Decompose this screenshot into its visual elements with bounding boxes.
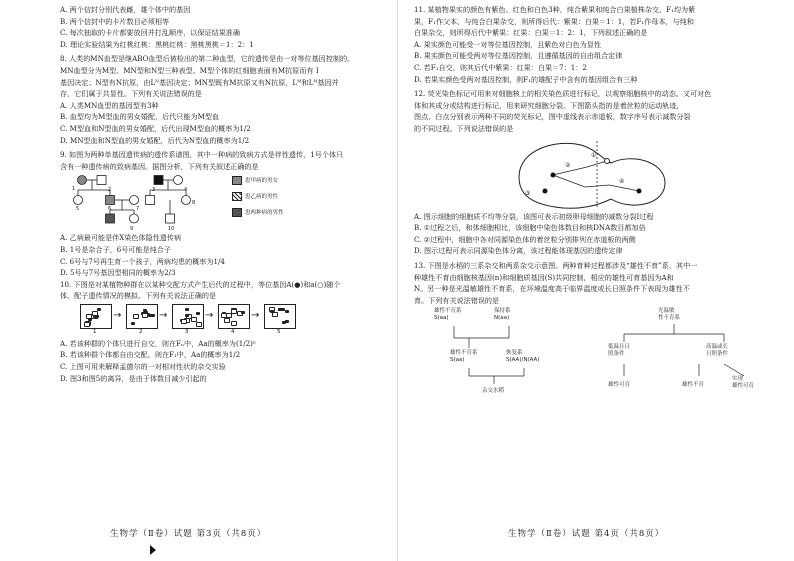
option-line: D. 理论实验结果为红桃红桃：黑桃红桃：黑桃黑桃＝1：2：1	[60, 39, 254, 49]
q8-option-c: C. M型血和N型血的男女婚配，后代出现M型血的概率为1/2	[60, 123, 251, 133]
allele-dot	[142, 313, 148, 318]
q12-stem: 的不同过程。下列说法错误的是	[414, 123, 514, 133]
q8-option-b: B. 血型均为M型血的男女婚配，后代只能为M型血	[60, 112, 220, 122]
allele-dot	[133, 314, 139, 319]
q11-stem: 11. 某植物果实的颜色有紫色、红色和白色3种，纯合紫果和纯合白果植株杂交，F₁均为紫	[414, 5, 696, 14]
question-13	[414, 260, 784, 398]
q11-option-b: B. 果实颜色可能受两对等位基因控制，且遵循基因的自由组合定律	[414, 51, 623, 61]
allele-dot	[84, 322, 90, 327]
arrow-icon: →	[159, 309, 168, 321]
q12-option-a: A. 图示细胞的细胞质不均等分裂，该图可表示初级卵母细胞的减数分裂Ⅰ过程	[414, 211, 654, 221]
pedigree-number: 9	[130, 226, 134, 233]
diagram-node: 雄性不育	[682, 382, 705, 389]
allele-dot	[196, 312, 200, 315]
allele-dot	[185, 308, 189, 311]
question-8	[60, 53, 383, 146]
allele-dot	[231, 309, 237, 314]
q9-option-c: C. 6号与7号再生育一个孩子，两病均患的概率为1/4	[60, 256, 225, 266]
pedigree-number: 5	[76, 206, 80, 213]
box-number: 1	[93, 328, 97, 335]
question-9	[60, 149, 383, 279]
arrow-icon: →	[205, 309, 214, 321]
option-line: B. 两个信封中的卡片数目必须相等	[60, 16, 170, 26]
pedigree-number: 7	[136, 206, 140, 213]
box-number: 5	[277, 328, 281, 335]
allele-dot	[185, 314, 189, 317]
pedigree-number: 2	[108, 187, 112, 194]
q11-option-d: D. 若果实颜色受两对基因控制，则F₁的雄配子中含有的基因组合有三种	[414, 74, 638, 84]
cell-step-label: ③	[525, 189, 531, 197]
pedigree-number: 10	[168, 226, 175, 233]
diagram-node: 恢复系 S(AA)/N(AA)	[506, 350, 540, 364]
allele-dot	[196, 322, 202, 327]
question-12	[414, 88, 784, 257]
diagram-node: 保持系 N(aa)	[494, 308, 511, 322]
box-number: 3	[185, 328, 189, 335]
arrow-icon: →	[113, 309, 122, 321]
allele-dot	[191, 317, 197, 322]
allele-dot	[270, 310, 274, 313]
q9-stem: 含有一种遗传病的致病基因。据图分析，下列有关叙述正确的是	[60, 161, 259, 171]
allele-dot	[281, 308, 285, 311]
scan-mark	[150, 545, 156, 555]
allele-dot	[181, 319, 187, 324]
q13-stem: 13. 下图是水稻的三系杂交和两系杂交示意图。两种育种过程都涉及“雄性不育”系，其中一	[414, 260, 698, 270]
q12-option-d: D. 图示过程可表示同源染色体分离，该过程能体现基因的遗传定律	[414, 246, 623, 256]
option-line: C. 每次抽取的卡片都要放回并打乱顺序，以保证结果准确	[60, 28, 240, 38]
cell-svg	[499, 135, 679, 211]
cell-diagram	[414, 135, 784, 211]
pedigree-number: 3	[152, 187, 156, 194]
cell-step-label: ④	[619, 177, 625, 185]
box-number: 4	[231, 328, 235, 335]
diagram-node: 光温敏 性不育系	[658, 308, 681, 322]
q8-stem: 8. 人类的MN血型是继ABO血型后被检出的第二种血型，它的遗传是由一对等位基因控制的。	[60, 54, 355, 64]
q10-option-c: C. 上图可用来解释孟德尔的一对相对性状的杂交实验	[60, 362, 226, 372]
q12-stem: 图点、白点分别表示两种不同的荧光标记，图中虚线表示赤道板，数字序号表示减数分裂	[414, 112, 691, 122]
allele-dot	[285, 310, 289, 313]
q9-option-a: A. 乙病最可能是伴X染色体隐性遗传病	[60, 233, 182, 243]
q10-stem: 体、配子遗传情况的模拟。下列有关说法正确的是	[60, 291, 217, 301]
pedigree-number: 4	[184, 187, 188, 194]
q12-stem: 体和其成分或结构进行标记，用来研究细胞分裂。下图箭头指的是着丝粒的运动轨迹，	[414, 100, 684, 110]
allele-dot	[221, 313, 227, 318]
allele-dot	[95, 315, 99, 318]
allele-dot	[131, 322, 135, 325]
allele-dot	[241, 311, 245, 314]
legend-item: 患甲病的男女	[232, 176, 278, 185]
pedigree-number: 1	[72, 186, 76, 193]
q8-stem: 基因决定；N型有N抗原，由Lᴺ基因决定；MN型既有M抗原又有N抗原，Lᴹ和Lᴺ基因并	[60, 77, 339, 87]
q11-stem: 白果杂交，则所得后代中紫果：红果：白果＝1：2：1，下列叙述正确的是	[414, 28, 648, 38]
allele-dot	[143, 309, 147, 312]
q9-option-b: B. 1号是杂合子，6号可能是纯合子	[60, 244, 171, 254]
q8-stem: 存，它们属于共显性。下列有关说法错误的是	[60, 89, 202, 99]
q8-stem: MN血型分为M型、MN型和N型三种表型。M型个体的红细胞表面有M抗原而有 I	[60, 65, 319, 75]
option-line: A. 两个信封分别代表雌，雄个体中的基因	[60, 5, 191, 14]
diagram-node: 雄性不育系 S(aa)	[434, 308, 462, 322]
diagram-node: 杂交水稻	[482, 388, 505, 395]
q11-option-a: A. 果实颜色可能受一对等位基因控制，且紫色对白色为显性	[414, 39, 601, 49]
box-number: 2	[139, 328, 143, 335]
q10-stem: 10. 下图是对某植物种群在以某种交配方式产生后代的过程中，等位基因A(●)和a(○)随个	[60, 279, 341, 289]
allele-dot	[224, 318, 230, 323]
q10-option-a: A. 若该种群的个体只进行自交，则在Fₙ中，Aa的概率为(1/2)ⁿ	[60, 338, 256, 348]
arrow-icon: →	[251, 309, 260, 321]
diagram-node: 雄性可育	[608, 382, 631, 389]
question-10	[60, 279, 383, 385]
allele-dot	[86, 314, 92, 319]
pedigree-number: 8	[192, 200, 196, 207]
q12-option-c: C. ②过程中，细胞中各对同源染色体的着丝粒分别排列在赤道板的两侧	[414, 234, 636, 244]
diagram-node: 高温或长 日照条件	[706, 344, 729, 358]
right-page	[397, 0, 794, 561]
cell-step-label: ②	[565, 161, 571, 169]
q13-stem: 育。下列有关说法错误的是	[414, 295, 500, 305]
q9-stem: 9. 如图为两种单基因遗传病的遗传系谱图，其中一种病的致病方式是伴性遗传，1号个体只	[60, 150, 344, 160]
diagram-node: 实现 雄性可育	[732, 376, 755, 390]
q8-option-d: D. MN型血和N型血的男女婚配，后代为N型血的概率为1/2	[60, 135, 250, 145]
q13-stem: N。另一种是光温敏雄性不育系，在环境温度高于临界温度或长日照条件下表现为雄性不	[414, 284, 690, 294]
q12-option-b: B. ①过程之后，和体细胞相比，该细胞中染色体数目和核DNA数目都加倍	[414, 223, 646, 233]
allele-dot	[231, 321, 237, 326]
q11-option-c: C. 若F₁自交，则其后代中紫果：红果：白果＝7：1：2	[414, 62, 587, 72]
q10-option-b: B. 若该种群个体都自由交配，则在F₁中，Aa的概率为1/2	[60, 350, 241, 360]
legend-item: 患两种病的男性	[232, 208, 284, 217]
page-footer: 生物学（Ⅱ卷）试题 第3页（共8页）	[110, 529, 267, 539]
simulation-figure	[60, 302, 383, 338]
q10-option-d: D. 图3和图5的离异，是由于体数目减少引起的	[60, 373, 207, 383]
pedigree-number: 6	[108, 206, 112, 213]
pedigree-chart	[60, 172, 383, 232]
q9-option-d: D. 5号与7号基因型相同的概率为2/3	[60, 268, 176, 278]
question-11	[414, 4, 784, 85]
q11-stem: 果，F₁作父本，与纯合白果杂交，则所得后代：紫果：白果＝1：1，若F₁作母本，与纯和	[414, 16, 694, 26]
legend-item: 患乙病的男性	[232, 192, 278, 201]
q13-stem: 种雄性不育由细胞核基因(n)和细胞质基因(S)共同控制，相应的雄性可育基因为A和	[414, 272, 674, 282]
breeding-diagram	[414, 306, 784, 398]
q12-stem: 12. 荧光染色标记可用来对细胞核上的相关染色质进行标记，以观察细胞核中的动态。又可对色	[414, 89, 712, 99]
cell-step-label: ①	[591, 151, 597, 159]
page-footer: 生物学（Ⅱ卷）试题 第4页（共8页）	[508, 529, 665, 539]
diagram-node: 雄性不育系 S(aa)	[450, 350, 478, 364]
q8-option-a: A. 人类MN血型的基因型有3种	[60, 100, 159, 110]
diagram-node: 低温且日 照条件	[608, 344, 631, 358]
